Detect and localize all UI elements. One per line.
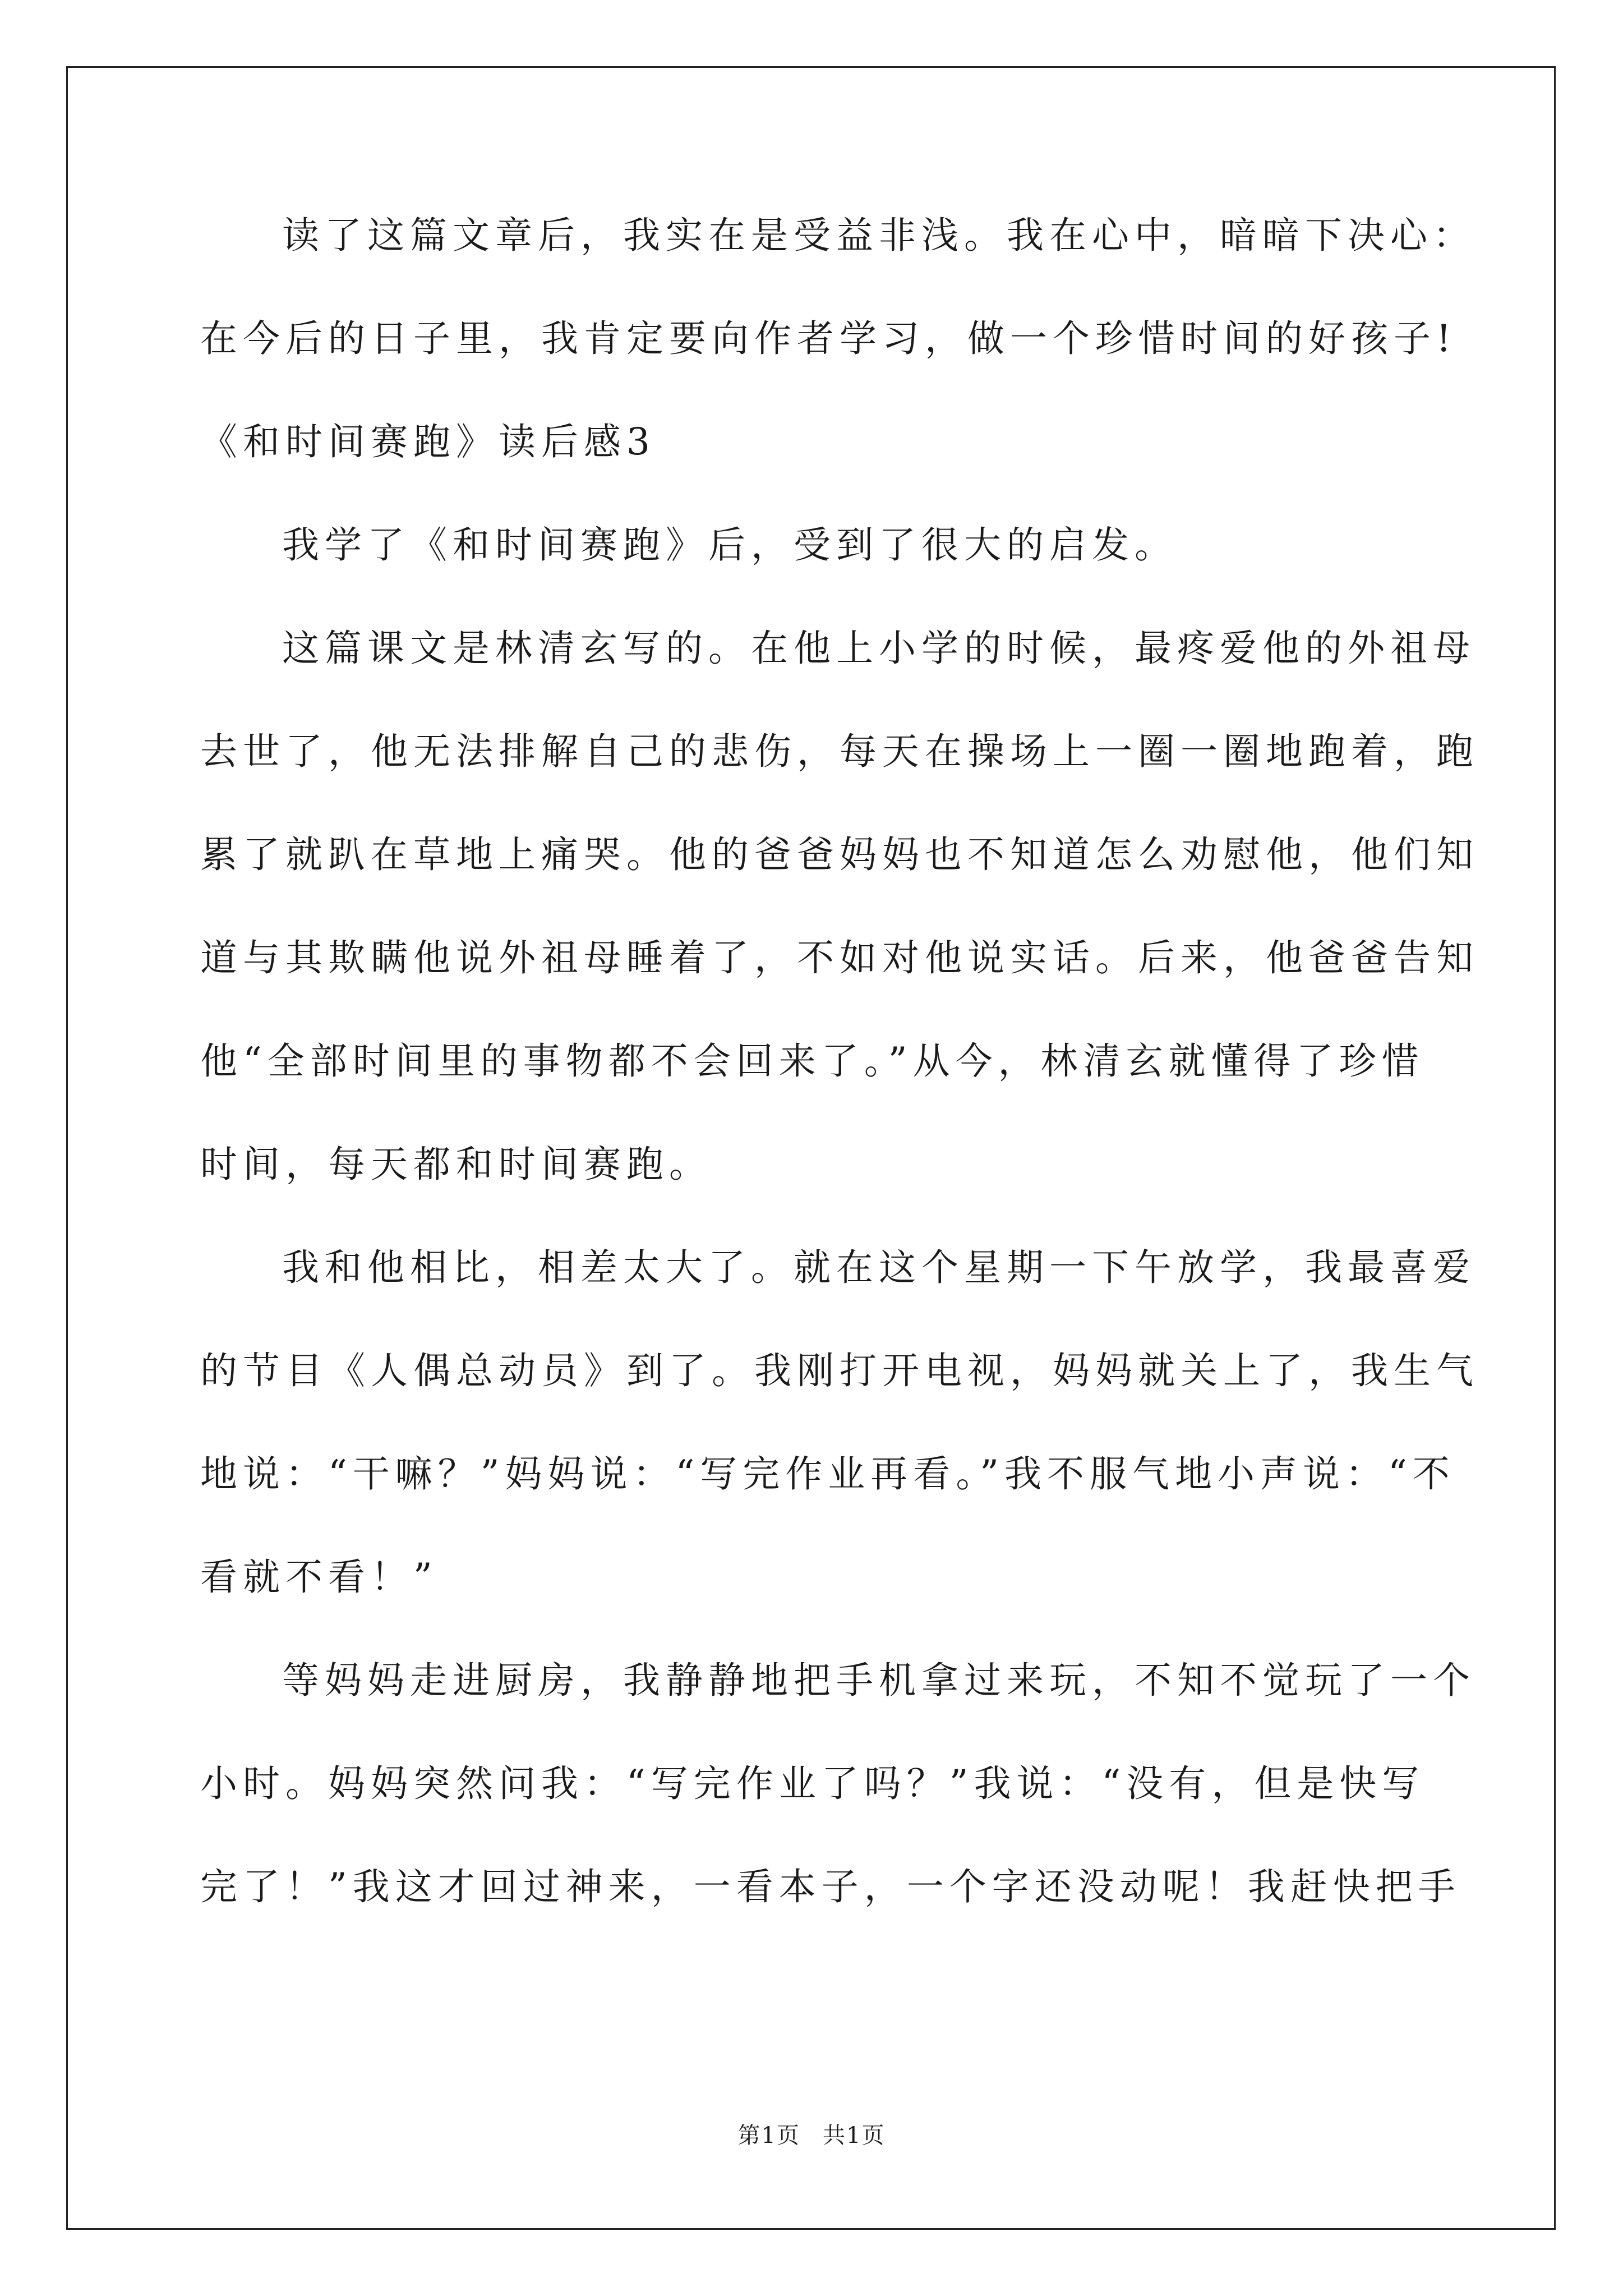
text-line: 读了这篇文章后，我实在是受益非浅。我在心中，暗暗下决心：	[282, 214, 1476, 257]
text-line: 看就不看！”	[200, 1556, 438, 1599]
text-line: 的节目《人偶总动员》到了。我刚打开电视，妈妈就关上了，我生气	[200, 1349, 1479, 1392]
text-line: 我学了《和时间赛跑》后，受到了很大的启发。	[282, 523, 1177, 567]
page-total: 共1页	[823, 2123, 886, 2148]
text-line: 完了！”我这才回过神来，一看本子，一个字还没动呢！我赶快把手	[200, 1865, 1461, 1908]
text-line: 小时。妈妈突然问我：“写完作业了吗？”我说：“没有，但是快写	[200, 1762, 1425, 1805]
page-number: 第1页	[737, 2123, 800, 2148]
text-line: 在今后的日子里，我肯定要向作者学习，做一个珍惜时间的好孩子!	[200, 317, 1457, 360]
text-line: 我和他相比，相差太大了。就在这个星期一下午放学，我最喜爱	[282, 1246, 1476, 1289]
section-heading: 《和时间赛跑》读后感3	[200, 420, 656, 463]
text-line: 等妈妈走进厨房，我静静地把手机拿过来玩，不知不觉玩了一个	[282, 1659, 1476, 1702]
text-line: 道与其欺瞒他说外祖母睡着了，不如对他说实话。后来，他爸爸告知	[200, 936, 1479, 979]
text-line: 地说：“干嘛？”妈妈说：“写完作业再看。”我不服气地小声说：“不	[200, 1452, 1455, 1496]
text-line: 时间，每天都和时间赛跑。	[200, 1143, 712, 1186]
text-line: 这篇课文是林清玄写的。在他上小学的时候，最疼爱他的外祖母	[282, 627, 1476, 670]
text-line: 去世了，他无法排解自己的悲伤，每天在操场上一圈一圈地跑着，跑	[200, 730, 1479, 773]
text-line: 他“全部时间里的事物都不会回来了。”从今，林清玄就懂得了珍惜	[200, 1039, 1424, 1083]
text-line: 累了就趴在草地上痛哭。他的爸爸妈妈也不知道怎么劝慰他，他们知	[200, 833, 1479, 876]
page-footer	[0, 2122, 1623, 2150]
